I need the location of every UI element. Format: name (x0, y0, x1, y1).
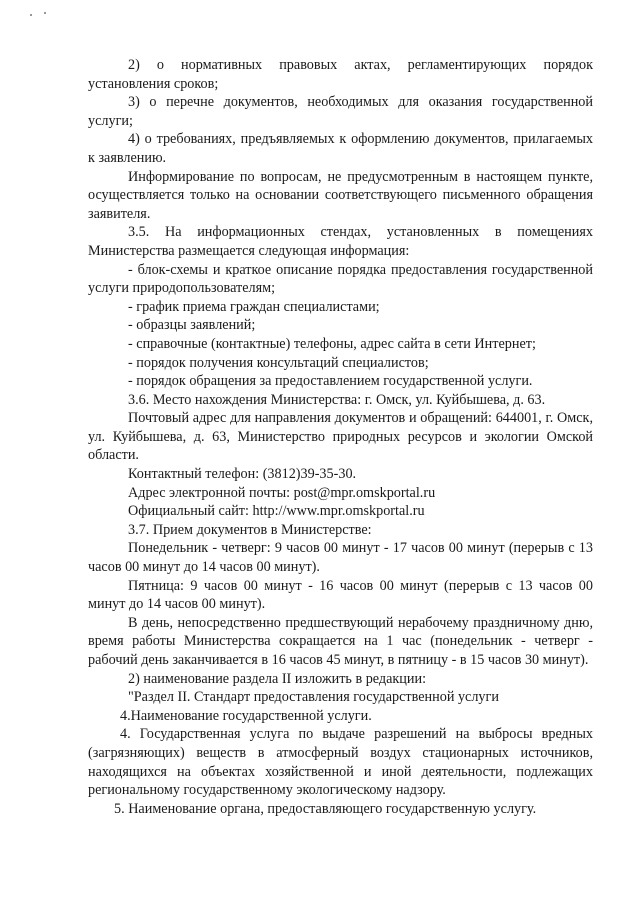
paragraph: 4) о требованиях, предъявляемых к оформлению документов, прилагаемых к заявлению. (88, 131, 593, 166)
paragraph: 3.5. На информационных стендах, установленных в помещениях Министерства размещается следующая информация: (88, 224, 593, 259)
paragraph: 2) наименование раздела II изложить в редакции: (128, 670, 427, 687)
paragraph: Почтовый адрес для направления документов и обращений: 644001, г. Омск, ул. Куйбышева, д. 63, Министерство природных ресурсов и экологии Омской области. (88, 410, 593, 464)
paragraph: 3.7. Прием документов в Министерстве: (128, 521, 372, 538)
paragraph: "Раздел II. Стандарт предоставления государственной услуги (128, 689, 499, 706)
paragraph: Адрес электронной почты: post@mpr.omskportal.ru (128, 484, 436, 501)
paragraph: Официальный сайт: http://www.mpr.omskportal.ru (128, 503, 425, 520)
paragraph: Пятница: 9 часов 00 минут - 16 часов 00 минут (перерыв с 13 часов 00 минут до 14 часов 00 минут). (88, 577, 593, 613)
paragraph: Понедельник - четверг: 9 часов 00 минут - 17 часов 00 минут (перерыв с 13 часов 00 минут до 14 часов 00 минут). (88, 540, 593, 576)
paragraph: - блок-схемы и краткое описание порядка предоставления государственной услуги природопользователям; (88, 261, 593, 297)
paragraph: 3) о перечне документов, необходимых для оказания государственной услуги; (88, 94, 593, 129)
paragraph: - порядок обращения за предоставлением государственной услуги. (128, 373, 533, 390)
paragraph: - справочные (контактные) телефоны, адрес сайта в сети Интернет; (128, 335, 536, 352)
paragraph: - график приема граждан специалистами; (128, 298, 380, 315)
paragraph: - порядок получения консультаций специалистов; (128, 354, 429, 371)
scan-speck (44, 12, 46, 14)
paragraph: 2) о нормативных правовых актах, регламентирующих порядок установления сроков; (88, 57, 593, 92)
paragraph: 3.6. Место нахождения Министерства: г. Омск, ул. Куйбышева, д. 63. (128, 391, 546, 408)
paragraph: - образцы заявлений; (128, 317, 256, 334)
document-page (88, 56, 593, 818)
paragraph: 5. Наименование органа, предоставляющего государственную услугу. (114, 800, 537, 817)
paragraph: В день, непосредственно предшествующий нерабочему праздничному дню, время работы Министерства сокращается на 1 час (понедельник - четверг - рабочий день заканчивается в 16 часов 45 минут, в пятницу - в 15 часов 30 минут). (88, 614, 593, 668)
paragraph: Информирование по вопросам, не предусмотренным в настоящем пункте, осуществляется только на основании соответствующего письменного обращения заявителя. (88, 168, 593, 222)
paragraph: Контактный телефон: (3812)39-35-30. (128, 466, 357, 483)
scan-speck (30, 14, 32, 16)
paragraph: 4.Наименование государственной услуги. (120, 707, 372, 724)
paragraph: 4. Государственная услуга по выдаче разрешений на выбросы вредных (загрязняющих) веществ в атмосферный воздух стационарных источников, находящихся на объектах хозяйственной и иной деятельности, подлежащих региональному государственному экологическому надзору. (88, 726, 593, 799)
